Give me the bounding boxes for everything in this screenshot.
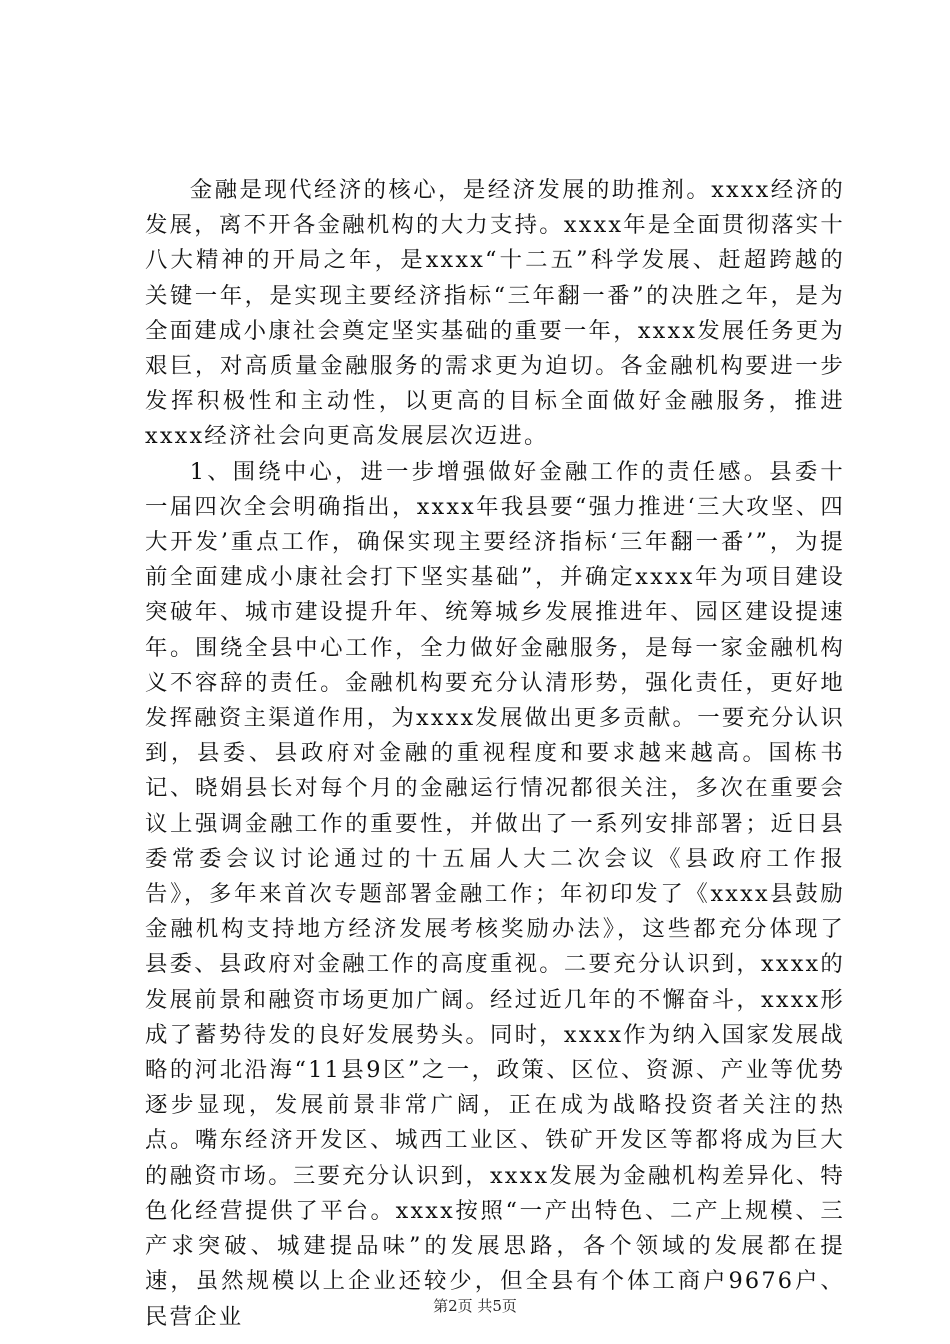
paragraph-intro: 金融是现代经济的核心，是经济发展的助推剂。xxxx经济的发展，离不开各金融机构的大力支持。xxxx年是全面贯彻落实十八大精神的开局之年，是xxxx“十二五”科学发展、赶超跨越的关键一年，是实现主要经济指标“三年翻一番”的决胜之年，是为全面建成小康社会奠定坚实基础的重要一年，xxxx发展任务更为艰巨，对高质量金融服务的需求更为迫切。各金融机构要进一步发挥积极性和主动性，以更高的目标全面做好金融服务，推进xxxx经济社会向更高发展层次迈进。	[145, 177, 845, 450]
paragraph-section-1: 1、围绕中心，进一步增强做好金融工作的责任感。县委十一届四次全会明确指出，xxxx年我县要“强力推进‘三大攻坚、四大开发’重点工作，确保实现主要经济指标‘三年翻一番’”，为提前全面建成小康社会打下坚实基础”，并确定xxxx年为项目建设突破年、城市建设提升年、统筹城乡发展推进年、园区建设提速年。围绕全县中心工作，全力做好金融服务，是每一家金融机构义不容辞的责任。金融机构要充分认清形势，强化责任，更好地发挥融资主渠道作用，为xxxx发展做出更多贡献。一要充分认识到，县委、县政府对金融的重视程度和要求越来越高。国栋书记、晓娟县长对每个月的金融运行情况都很关注，多次在重要会议上强调金融工作的重要性，并做出了一系列安排部署；近日县委常委会议讨论通过的十五届人大二次会议《县政府工作报告》，多年来首次专题部署金融工作；年初印发了《xxxx县鼓励金融机构支持地方经济发展考核奖励办法》，这些都充分体现了县委、县政府对金融工作的高度重视。二要充分认识到，xxxx的发展前景和融资市场更加广阔。经过近几年的不懈奋斗，xxxx形成了蓄势待发的良好发展势头。同时，xxxx作为纳入国家发展战略的河北沿海“11县9区”之一，政策、区位、资源、产业等优势逐步显现，发展前景非常广阔，正在成为战略投资者关注的热点。嘴东经济开发区、城西工业区、铁矿开发区等都将成为巨大的融资市场。三要充分认识到，xxxx发展为金融机构差异化、特色化经营提供了平台。xxxx按照“一产出特色、二产上规模、三产求突破、城建提品味”的发展思路，各个领域的发展都在提速，虽然规模以上企业还较少，但全县有个体工商户9676户、民营企业	[145, 458, 845, 1330]
document-body	[145, 173, 845, 1335]
page-footer	[0, 1296, 950, 1316]
page-number-label: 第2页 共5页	[433, 1297, 517, 1315]
